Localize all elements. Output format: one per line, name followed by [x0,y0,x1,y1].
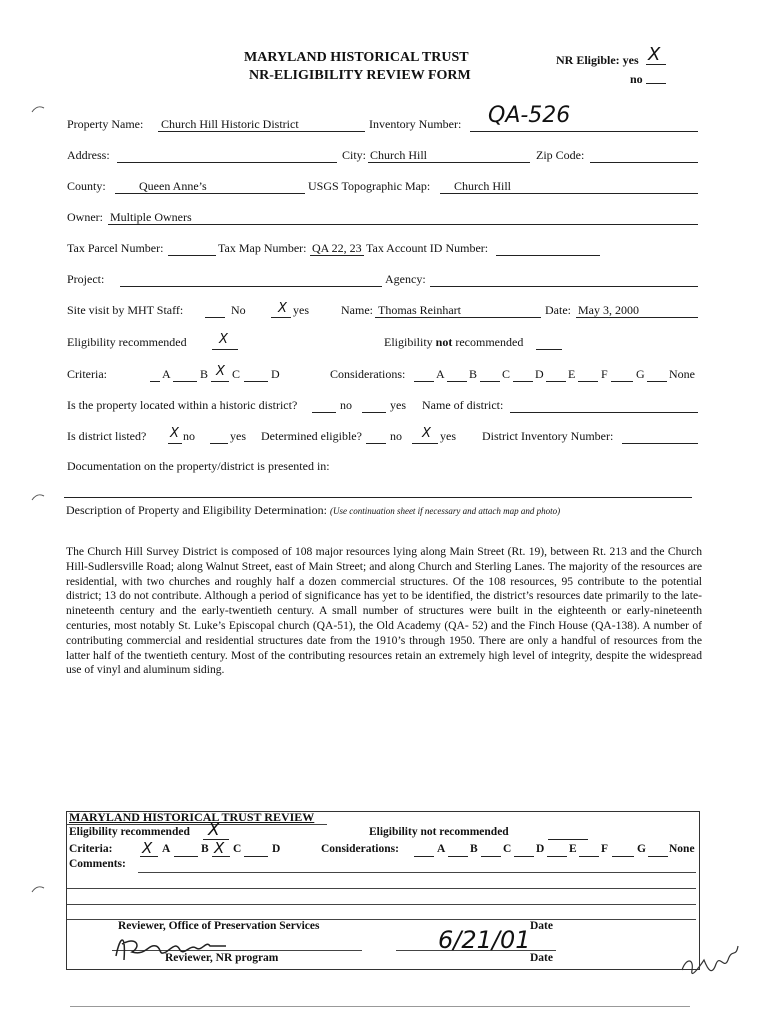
site-visit-yes-mark: X [278,301,287,316]
review-criteria-c-mark: X [214,839,225,857]
review-title: MARYLAND HISTORICAL TRUST REVIEW [69,810,315,824]
considerations-e: E [568,367,576,381]
zip-label: Zip Code: [536,148,585,162]
property-name-value: Church Hill Historic District [161,117,299,131]
staff-name-value: Thomas Reinhart [378,303,461,317]
site-visit-yes: yes [293,303,309,317]
margin-mark [30,104,46,114]
review-considerations-none: None [669,843,695,855]
reviewer-nr-date-label: Date [530,952,553,964]
owner-value: Multiple Owners [110,210,192,224]
owner-label: Owner: [67,210,103,224]
determined-yes-mark: X [422,426,431,441]
criteria-label: Criteria: [67,367,107,381]
inventory-number-label: Inventory Number: [369,117,462,131]
criteria-d: D [271,367,280,381]
tax-map-value: QA 22, 23 [312,241,362,255]
city-value: Church Hill [370,148,427,162]
site-visit-no: No [231,303,246,317]
margin-mark [30,884,46,894]
criteria-b: B [200,367,209,381]
considerations-b: B [469,367,478,381]
review-eligibility-recommended-mark: X [208,820,220,840]
form-title: MARYLAND HISTORICAL TRUST [244,50,469,65]
considerations-none: None [669,367,695,381]
eligibility-not-recommended-label: Eligibility not recommended [384,335,524,349]
review-criteria-a-mark: X [142,839,153,857]
review-criteria-d: D [272,843,281,855]
determined-no: no [390,429,402,443]
tax-account-label: Tax Account ID Number: [366,241,489,255]
documentation-label: Documentation on the property/district is presented in: [67,459,330,473]
nr-eligible-yes-mark: X [648,44,661,65]
district-listed-no: no [183,429,195,443]
reviewer-preservation-date-label: Date [530,920,553,932]
considerations-label: Considerations: [330,367,406,381]
determined-yes: yes [440,429,456,443]
historic-district-yes: yes [390,398,406,412]
county-value: Queen Anne’s [139,179,207,193]
review-criteria-a: A [162,843,171,855]
project-label: Project: [67,272,105,286]
historic-district-question: Is the property located within a historic district? [67,398,298,412]
review-eligibility-recommended-label: Eligibility recommended [69,826,190,838]
reviewer-preservation-label: Reviewer, Office of Preservation Services [118,920,320,932]
nr-eligible-yes-label: NR Eligible: yes [556,53,639,67]
inventory-number-value: QA-526 [488,103,571,128]
district-listed-question: Is district listed? [67,429,147,443]
considerations-f: F [601,367,608,381]
handwritten-date: 6/21/01 [438,926,531,954]
criteria-c-mark: X [216,364,225,379]
review-considerations-f: F [601,843,609,855]
district-name-label: Name of district: [422,398,504,412]
visit-date-value: May 3, 2000 [578,303,639,317]
determined-eligible-question: Determined eligible? [261,429,362,443]
tax-parcel-label: Tax Parcel Number: [67,241,164,255]
district-listed-yes: yes [230,429,246,443]
considerations-g: G [636,367,645,381]
considerations-c: C [502,367,511,381]
review-considerations-e: E [569,843,577,855]
criteria-a: A [162,367,171,381]
nr-eligible-no-label: no [630,72,643,86]
margin-mark [30,492,46,502]
review-criteria-label: Criteria: [69,843,113,855]
district-listed-no-mark: X [170,426,179,441]
considerations-a: A [436,367,445,381]
agency-label: Agency: [385,272,426,286]
visit-date-label: Date: [545,303,571,317]
review-considerations-c: C [503,843,512,855]
property-name-label: Property Name: [67,117,144,131]
margin-scribble [676,940,746,984]
usgs-value: Church Hill [454,179,511,193]
review-eligibility-not-recommended-label: Eligibility not recommended [369,826,509,838]
description-label: Description of Property and Eligibility Determination: (Use continuation sheet if necessary and attach map and photo) [66,503,561,517]
form-subtitle: NR-ELIGIBILITY REVIEW FORM [249,68,471,83]
county-label: County: [67,179,106,193]
eligibility-recommended-label: Eligibility recommended [67,335,187,349]
review-criteria-c: C [233,843,242,855]
reviewer-nr-label: Reviewer, NR program [165,952,279,964]
review-considerations-b: B [470,843,478,855]
address-label: Address: [67,148,110,162]
reviewer-signature [106,926,236,966]
review-considerations-a: A [437,843,446,855]
staff-name-label: Name: [341,303,373,317]
review-considerations-g: G [637,843,646,855]
description-text: The Church Hill Survey District is composed of 108 major resources lying along Main Street (Rt. 19), between Rt. 213 and the Church Hill-Sudlersville Road; along Walnut Street, east of Main Street; and along Church and Sterling Lanes. The majority of the resources are residential, with two churches and roughly half a dozen commercial structures. Of the 108 resources, 95 contribute to the potential district; 13 do not contribute. Although a period of significance has yet to be identified, the district’s resources date primarily to the late-nineteenth century and the early-twentieth century. A small number of structures were built in the eighteenth or early-nineteenth centuries, most notably St. Luke’s Episcopal church (QA-51), the Old Academy (QA- 52) and the Finch House (QA-138). A number of contributing commercial and residential structures date from the 1910’s through 1950. There are only a handful of resources from the latter half of the twentieth century. Most of the contributing resources retain an extremely high level of integrity, despite the widespread use of vinyl and aluminum siding. [66,545,702,677]
city-label: City: [342,148,367,162]
considerations-d: D [535,367,544,381]
review-considerations-label: Considerations: [321,843,399,855]
eligibility-recommended-mark: X [219,332,228,347]
review-considerations-d: D [536,843,545,855]
tax-map-label: Tax Map Number: [218,241,307,255]
criteria-c: C [232,367,241,381]
site-visit-label: Site visit by MHT Staff: [67,303,184,317]
review-comments-label: Comments: [69,858,126,870]
historic-district-no: no [340,398,352,412]
review-criteria-b: B [201,843,209,855]
district-inventory-label: District Inventory Number: [482,429,614,443]
usgs-label: USGS Topographic Map: [308,179,431,193]
